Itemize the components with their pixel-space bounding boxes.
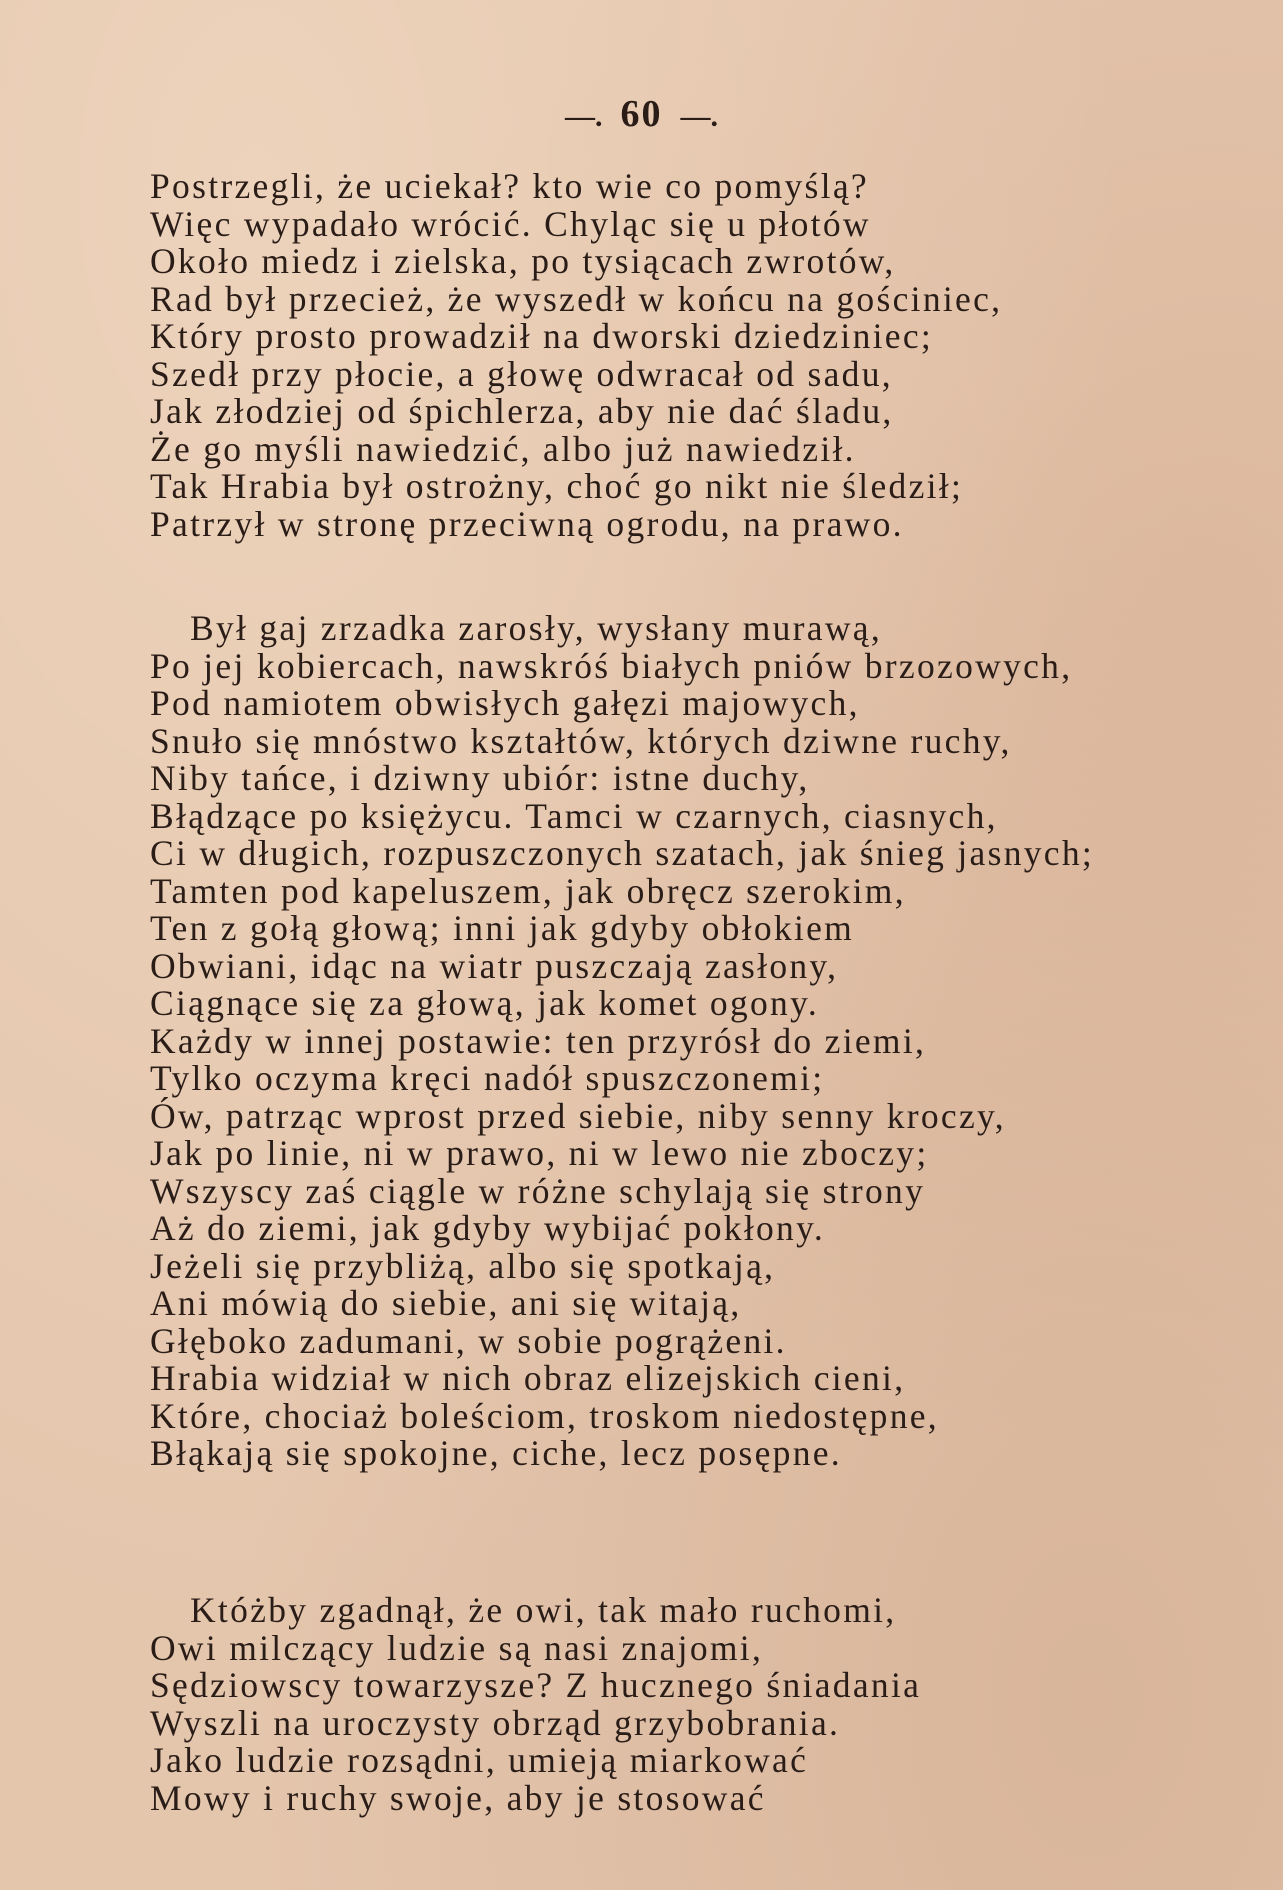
verse-line: Patrzył w stronę przeciwną ogrodu, na prawo. [150, 503, 904, 544]
verse-line: Głęboko zadumani, w sobie pogrążeni. [150, 1320, 787, 1361]
verse-line: Jak złodziej od śpichlerza, aby nie dać śladu, [150, 391, 894, 431]
verse-line: Postrzegli, że uciekał? kto wie co pomyślą? [150, 166, 869, 206]
verse-line: Sędziowscy towarzysze? Z hucznego śniadania [150, 1665, 922, 1705]
verse-line: Mowy i ruchy swoje, aby je stosować [150, 1777, 766, 1818]
verse-line: Wszyscy zaś ciągle w różne schylają się strony [150, 1170, 926, 1211]
verse-line: Pod namiotem obwisłych gałęzi majowych, [150, 683, 860, 723]
verse-line: Jak po linie, ni w prawo, ni w lewo nie zboczy; [150, 1133, 929, 1173]
header-ornament-left: —. [565, 100, 603, 133]
page-number: 60 [620, 93, 663, 135]
stanza-1 [150, 168, 1240, 543]
verse-line: Szedł przy płocie, a głowę odwracał od sadu, [150, 353, 893, 394]
verse-line: Jeżeli się przybliżą, albo się spotkają, [150, 1245, 776, 1286]
page-header [0, 92, 1283, 136]
verse-line: Ci w długich, rozpuszczonych szatach, jak śnieg jasnych; [150, 833, 1095, 873]
verse-line: Niby tańce, i dziwny ubiór: istne duchy, [150, 758, 810, 798]
verse-line: Jako ludzie rozsądni, umieją miarkować [150, 1740, 809, 1780]
verse-line: Aż do ziemi, jak gdyby wybijać pokłony. [150, 1208, 825, 1248]
header-ornament-right: —. [680, 100, 718, 133]
stanza-2 [150, 610, 1240, 1473]
verse-line: Które, chociaż boleściom, troskom niedostępne, [150, 1395, 939, 1436]
verse-line: Któżby zgadnął, że owi, tak mało ruchomi, [190, 1590, 897, 1630]
verse-line: Ów, patrząc wprost przed siebie, niby senny kroczy, [150, 1095, 1006, 1136]
verse-line: Ani mówią do siebie, ani się witają, [150, 1283, 742, 1323]
stanza-3 [150, 1592, 1240, 1817]
verse-line: Hrabia widział w nich obraz elizejskich cieni, [150, 1358, 906, 1398]
verse-line: Tak Hrabia był ostrożny, choć go nikt nie śledził; [150, 466, 964, 506]
verse-line: Rad był przecież, że wyszedł w końcu na gościniec, [150, 278, 1003, 319]
verse-line: Że go myśli nawiedzić, albo już nawiedził. [150, 428, 856, 469]
verse-line: Po jej kobiercach, nawskróś białych pniów brzozowych, [150, 645, 1073, 686]
verse-line: Tylko oczyma kręci nadół spuszczonemi; [150, 1058, 825, 1098]
verse-line: Około miedz i zielska, po tysiącach zwrotów, [150, 241, 896, 281]
verse-line: Owi milczący ludzie są nasi znajomi, [150, 1627, 764, 1668]
verse-line: Więc wypadało wrócić. Chyląc się u płotów [150, 203, 871, 244]
verse-line: Wyszli na uroczysty obrząd grzybobrania. [150, 1702, 841, 1743]
verse-line: Był gaj zrzadka zarosły, wysłany murawą, [190, 608, 882, 648]
verse-line: Ciągnące się za głową, jak komet ogony. [150, 983, 820, 1023]
verse-line: Tamten pod kapeluszem, jak obręcz szerokim, [150, 870, 906, 911]
verse-line: Snuło się mnóstwo kształtów, których dziwne ruchy, [150, 720, 1012, 761]
verse-line: Błąkają się spokojne, ciche, lecz posępne. [150, 1433, 842, 1473]
verse-line: Obwiani, idąc na wiatr puszczają zasłony, [150, 945, 839, 986]
verse-line: Błądzące po księżycu. Tamci w czarnych, ciasnych, [150, 795, 998, 836]
verse-line: Ten z gołą głową; inni jak gdyby obłokiem [150, 908, 855, 948]
verse-line: Każdy w innej postawie: ten przyrósł do ziemi, [150, 1020, 927, 1061]
verse-line: Który prosto prowadził na dworski dziedziniec; [150, 316, 934, 356]
